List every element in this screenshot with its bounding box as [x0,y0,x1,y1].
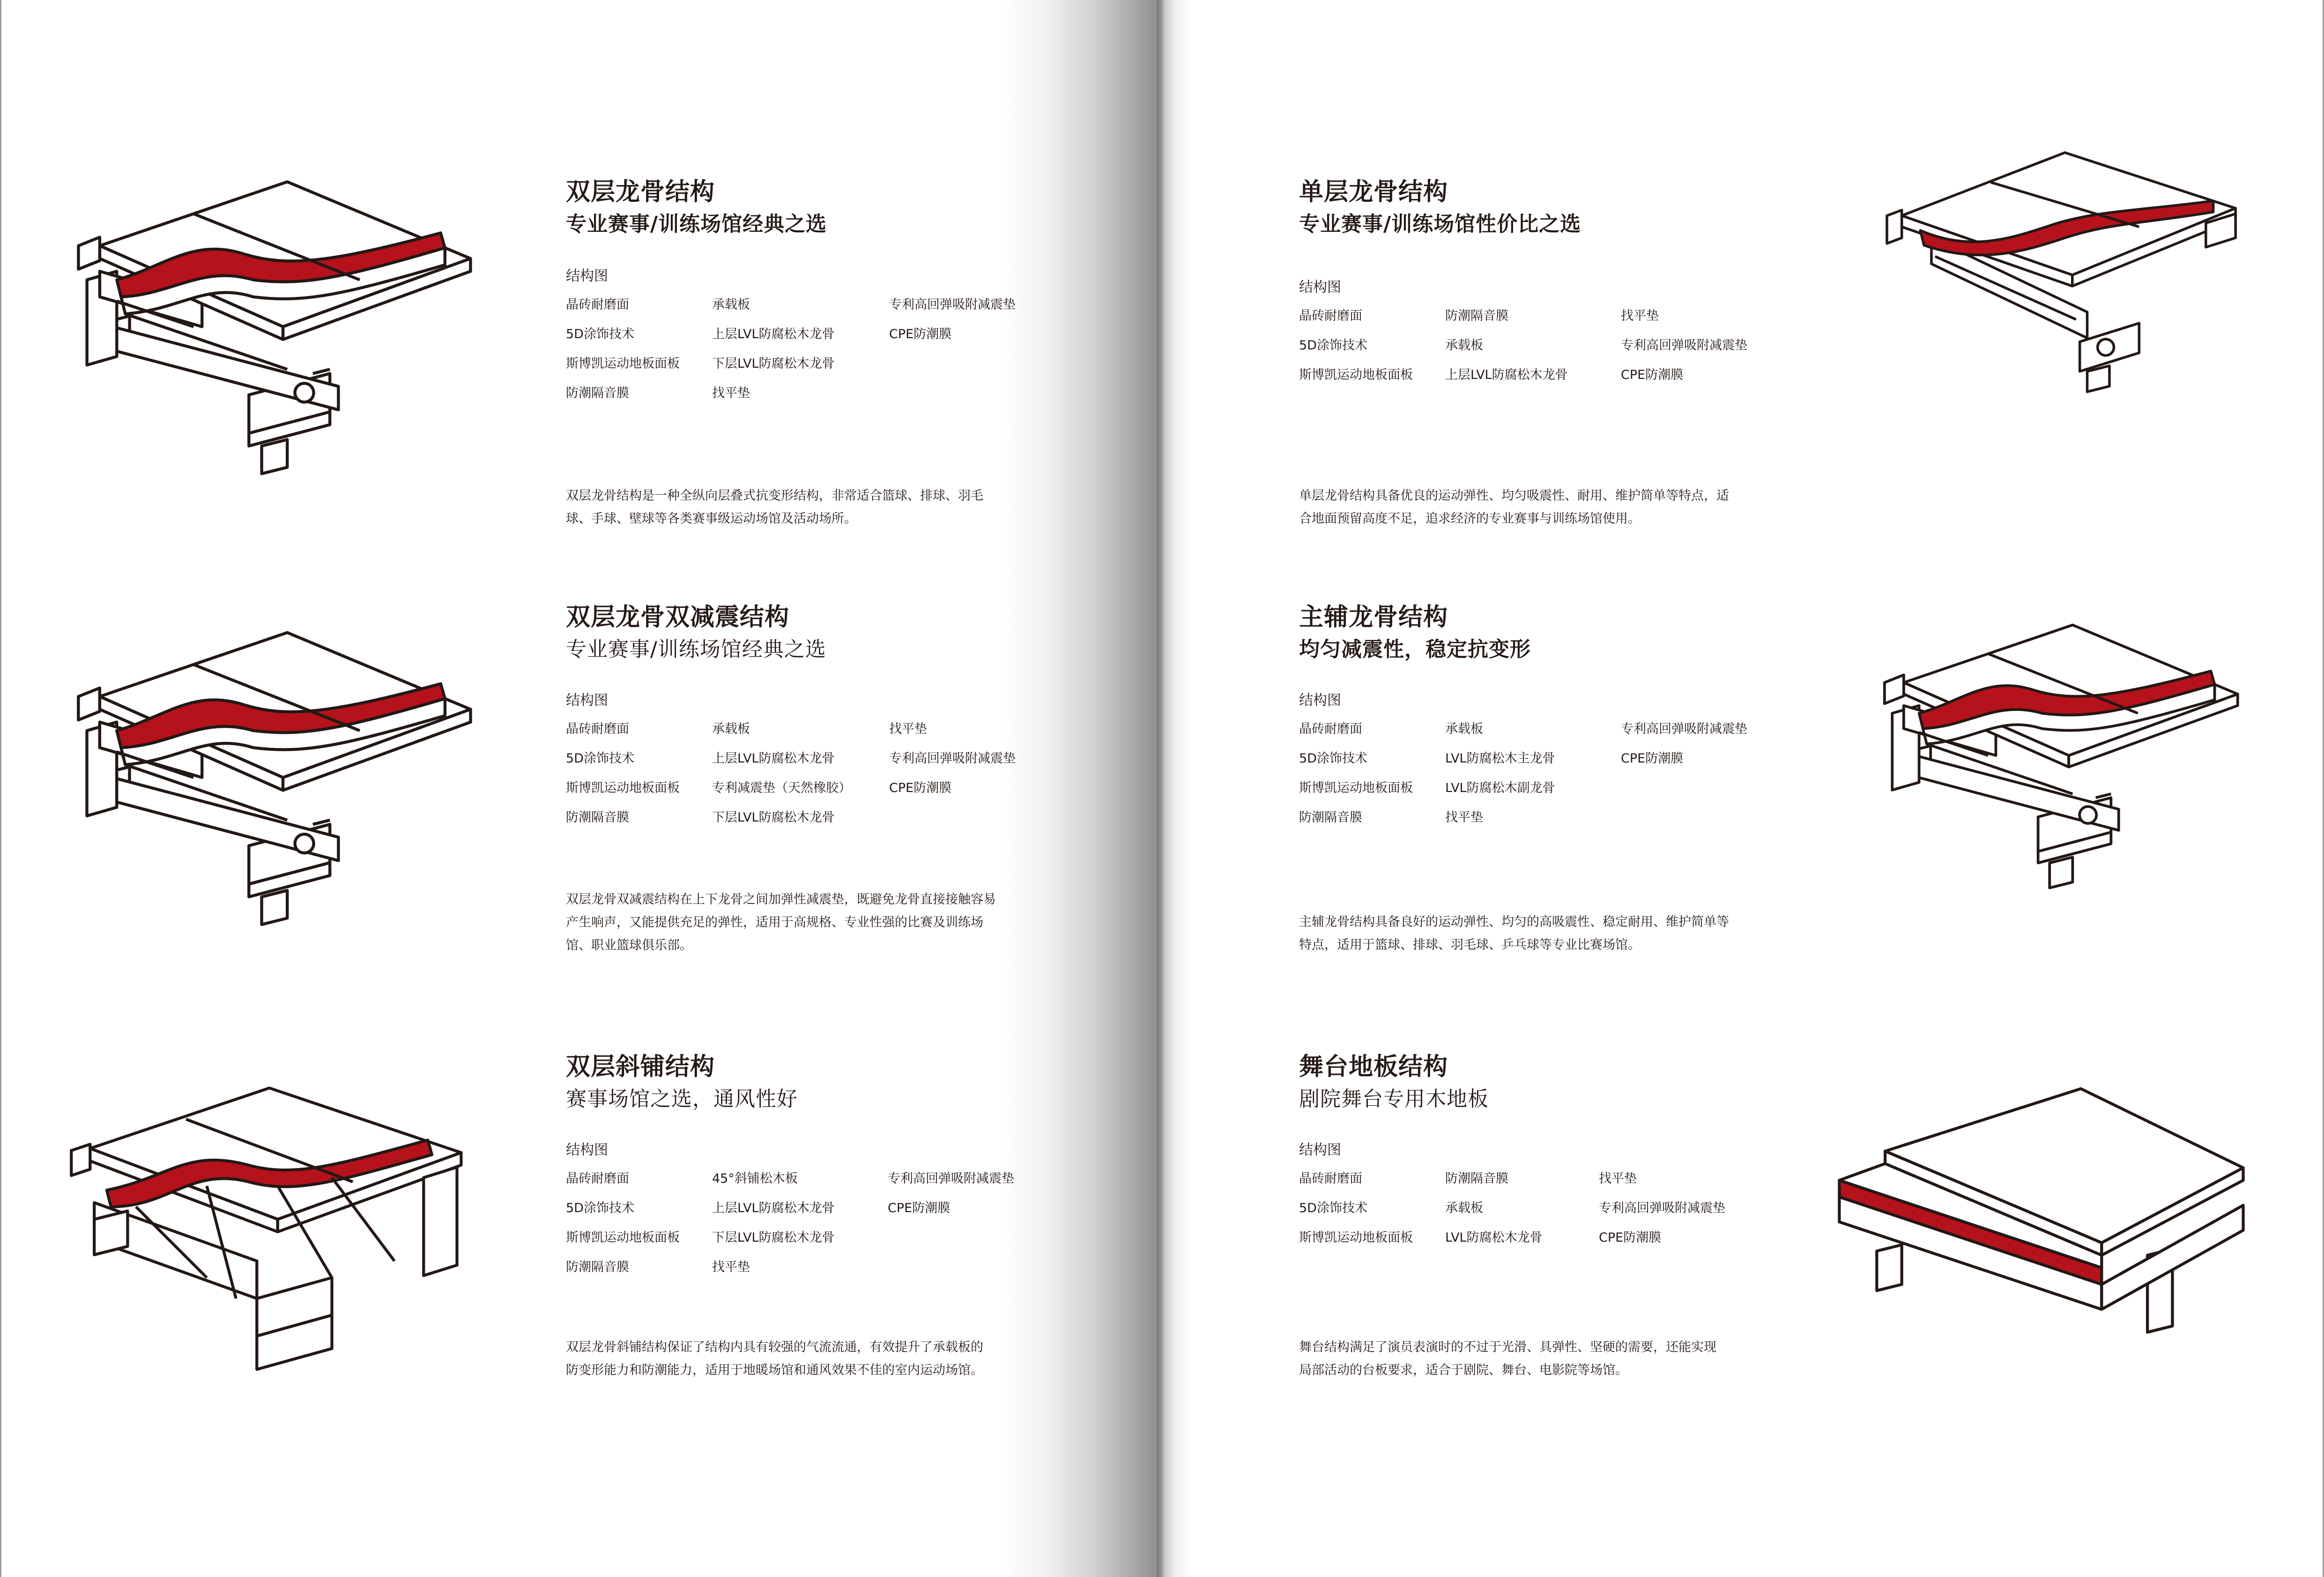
component-item: 5D涂饰技术 [1299,1201,1367,1215]
single-keel-diagram [1854,145,2276,412]
component-item: 上层LVL防腐松木龙骨 [1445,368,1568,382]
double-keel-diagram [66,173,492,480]
section-description [1299,911,1729,956]
stage-floor-diagram [1831,1068,2248,1368]
stage-floor-illustration [1831,1068,2248,1368]
section-description [566,888,996,957]
component-item: 防潮隔音膜 [566,1260,629,1274]
section-title: 双层龙骨双减震结构 [566,603,790,631]
description-line: 双层龙骨斜铺结构保证了结构内具有较强的气流流通，有效提升了承载板的 [566,1340,983,1355]
structure-label: 结构图 [1299,1142,1341,1158]
component-item: 找平垫 [1621,309,1659,323]
component-item: 专利减震垫（天然橡胶） [712,781,851,795]
component-item: 5D涂饰技术 [566,327,634,341]
structure-label: 结构图 [1299,279,1341,296]
component-item: LVL防腐松木主龙骨 [1445,751,1555,766]
component-item: 专利高回弹吸附减震垫 [889,751,1016,766]
single-keel-illustration [1854,145,2276,412]
component-item: 晶砖耐磨面 [1299,722,1362,736]
component-item: 防潮隔音膜 [1445,1171,1508,1186]
component-item: LVL防腐松木副龙骨 [1445,781,1555,795]
component-item: 上层LVL防腐松木龙骨 [712,1201,835,1215]
component-item: 找平垫 [1445,810,1483,825]
component-item: 斯博凯运动地板面板 [1299,1230,1413,1245]
component-item: 斯博凯运动地板面板 [1299,368,1413,382]
component-item: 上层LVL防腐松木龙骨 [712,751,835,766]
left-page [0,0,1161,1577]
section-main-auxiliary-keel [1299,602,1814,827]
section-description [1299,484,1729,530]
component-item: 5D涂饰技术 [1299,751,1367,766]
component-item: 5D涂饰技术 [566,1201,634,1215]
double-damping-diagram [66,616,492,939]
component-item: 承载板 [1445,1201,1483,1215]
component-item: 晶砖耐磨面 [1299,1171,1362,1186]
section-single-keel [1299,177,1814,385]
component-list [1299,306,1814,385]
component-item: 专利高回弹吸附减震垫 [888,1171,1014,1186]
component-item: 承载板 [712,297,750,312]
component-list [1299,719,1814,827]
component-item: 下层LVL防腐松木龙骨 [712,1230,835,1245]
section-title: 双层龙骨结构 [566,178,715,206]
section-double-keel [566,177,1081,403]
component-item: 找平垫 [1599,1171,1637,1186]
component-item: 下层LVL防腐松木龙骨 [712,810,835,825]
component-item: 专利高回弹吸附减震垫 [1621,722,1747,736]
component-item: CPE防潮膜 [1621,751,1684,766]
section-subtitle: 均匀减震性，稳定抗变形 [1299,637,1531,661]
section-description [566,484,983,530]
component-item: CPE防潮膜 [1599,1230,1662,1245]
component-item: 找平垫 [712,386,750,400]
section-subtitle: 专业赛事/训练场馆性价比之选 [1299,212,1582,236]
component-item: 斯博凯运动地板面板 [1299,781,1413,795]
section-subtitle: 赛事场馆之选，通风性好 [566,1087,798,1111]
component-item: 下层LVL防腐松木龙骨 [712,356,835,371]
section-subtitle: 专业赛事/训练场馆经典之选 [566,637,826,661]
section-subtitle: 专业赛事/训练场馆经典之选 [566,212,827,236]
component-item: CPE防潮膜 [889,327,952,341]
main-auxiliary-diagram [1856,617,2273,894]
main-auxiliary-keel-illustration [1856,617,2273,894]
section-stage-floor [1299,1052,1814,1247]
section-description [566,1336,983,1382]
component-item: 晶砖耐磨面 [566,297,629,312]
component-item: 斯博凯运动地板面板 [566,1230,680,1245]
component-item [1621,778,1766,798]
component-item [889,354,1034,373]
section-title: 双层斜铺结构 [566,1053,715,1081]
structure-label: 结构图 [566,1142,608,1158]
description-line: 单层龙骨结构具备优良的运动弹性、均匀吸震性、耐用、维护简单等特点，适 [1299,489,1729,503]
component-item: 防潮隔音膜 [566,810,629,825]
description-line: 产生响声，又能提供充足的弹性，适用于高规格、专业性强的比赛及训练场 [566,915,983,930]
component-item: 找平垫 [712,1260,750,1274]
description-line: 球、手球、壁球等各类赛事级运动场馆及活动场所。 [566,511,857,526]
component-item: 专利高回弹吸附减震垫 [1599,1201,1725,1215]
component-item: 防潮隔音膜 [1299,810,1362,825]
component-item [889,384,1034,403]
section-title: 舞台地板结构 [1299,1053,1448,1081]
diagonal-diagram [61,1077,478,1386]
component-item: 45°斜铺松木板 [712,1171,798,1186]
double-keel-illustration [66,173,492,480]
component-item: CPE防潮膜 [888,1201,950,1215]
structure-label: 结构图 [566,268,608,284]
section-title: 单层龙骨结构 [1299,178,1448,206]
right-page [1161,0,2324,1577]
component-list [566,1169,1081,1277]
description-line: 舞台结构满足了演员表演时的不过于光滑、具弹性、坚硬的需要，还能实现 [1299,1340,1716,1355]
component-item [889,808,1034,827]
description-line: 馆、职业篮球俱乐部。 [566,938,692,953]
component-item: 斯博凯运动地板面板 [566,781,680,795]
section-double-keel-double-damping [566,602,1081,827]
description-line: 合地面预留高度不足，追求经济的专业赛事与训练场馆使用。 [1299,511,1641,526]
section-double-diagonal [566,1052,1081,1277]
description-line: 局部活动的台板要求，适合于剧院、舞台、电影院等场馆。 [1299,1363,1628,1377]
description-line: 双层龙骨结构是一种全纵向层叠式抗变形结构，非常适合篮球、排球、羽毛 [566,489,983,503]
component-list [566,295,1081,403]
section-description [1299,1336,1716,1382]
description-line: 主辅龙骨结构具备良好的运动弹性、均匀的高吸震性、稳定耐用、维护简单等 [1299,915,1729,929]
component-item: 找平垫 [889,722,927,736]
component-item: 晶砖耐磨面 [566,1171,629,1186]
component-item [888,1228,1033,1247]
component-item [1621,808,1766,827]
component-list [1299,1169,1814,1247]
component-item: 防潮隔音膜 [1445,309,1508,323]
description-line: 防变形能力和防潮能力，适用于地暖场馆和通风效果不佳的室内运动场馆。 [566,1363,983,1377]
component-item: 斯博凯运动地板面板 [566,356,680,371]
component-list [566,719,1081,827]
description-line: 特点，适用于篮球、排球、羽毛球、乒乓球等专业比赛场馆。 [1299,938,1641,952]
component-item: 专利高回弹吸附减震垫 [1621,338,1747,353]
component-item: 5D涂饰技术 [566,751,634,766]
double-keel-double-damping-illustration [66,616,492,939]
double-diagonal-illustration [61,1077,478,1386]
component-item: 晶砖耐磨面 [566,722,629,736]
structure-label: 结构图 [1299,692,1341,709]
section-subtitle: 剧院舞台专用木地板 [1299,1087,1489,1111]
structure-label: 结构图 [566,692,608,709]
component-item: 承载板 [712,722,750,736]
description-line: 双层龙骨双减震结构在上下龙骨之间加弹性减震垫，既避免龙骨直接接触容易 [566,892,996,907]
component-item: 防潮隔音膜 [566,386,629,400]
left-page-edge [0,0,1,1577]
section-title: 主辅龙骨结构 [1299,603,1448,631]
component-item: 晶砖耐磨面 [1299,309,1362,323]
component-item: 5D涂饰技术 [1299,338,1367,353]
component-item [888,1258,1033,1277]
component-item: LVL防腐松木龙骨 [1445,1230,1543,1245]
component-item: 上层LVL防腐松木龙骨 [712,327,835,341]
component-item: CPE防潮膜 [889,781,952,795]
component-item: 专利高回弹吸附减震垫 [889,297,1016,312]
component-item: CPE防潮膜 [1621,368,1684,382]
component-item: 承载板 [1445,722,1483,736]
component-item: 承载板 [1445,338,1483,353]
